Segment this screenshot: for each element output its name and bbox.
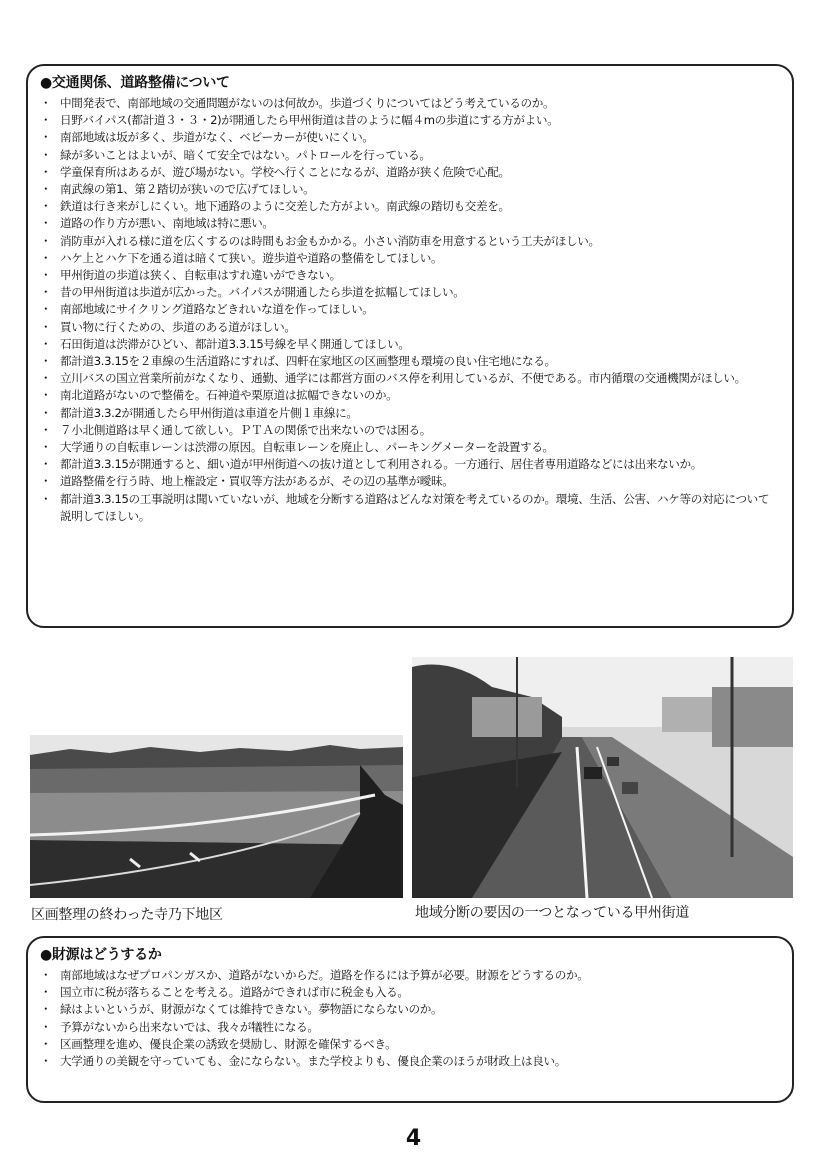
photo-caption-left: 区画整理の終わった寺乃下地区 [31, 907, 223, 923]
list-item: ・ ハケ上とハケ下を通る道は暗くて狭い。遊歩道や道路の整備をしてほしい。 [40, 250, 778, 267]
landscape-photo-illustration [30, 735, 403, 898]
list-item: ・ ７小北側道路は早く通して欲しい。ＰＴＡの関係で出来ないのでは困る。 [40, 422, 778, 439]
list-item: ・ 大学通りの自転車レーンは渋滞の原因。自転車レーンを廃止し、パーキングメーターを設置する。 [40, 439, 778, 456]
section-title: ●交通関係、道路整備について [40, 75, 230, 91]
list-item: ・ 南部地域は坂が多く、歩道がなく、ベビーカーが使いにくい。 [40, 129, 778, 146]
list-item: ・ 石田街道は渋滞がひどい、都計道3.3.15号線を早く開通してほしい。 [40, 336, 778, 353]
section-title: ●財源はどうするか [40, 947, 162, 963]
list-item: ・ 立川バスの国立営業所前がなくなり、通勤、通学には都営方面のバス停を利用しているが、不便である。市内循環の交通機関がほしい。 [40, 370, 778, 387]
opinion-list [40, 95, 778, 525]
list-item: ・ 日野バイパス(都計道３・３・2)が開通したら甲州街道は昔のように幅４mの歩道にする方がよい。 [40, 112, 778, 129]
list-item: ・ 昔の甲州街道は歩道が広かった。バイパスが開通したら歩道を拡幅してほしい。 [40, 284, 778, 301]
list-item: ・ 南部地域はなぜプロパンガスか、道路がないからだ。道路を作るには予算が必要。財源をどうするのか。 [40, 967, 778, 984]
list-item: ・ 緑が多いことはよいが、暗くて安全ではない。パトロールを行っている。 [40, 147, 778, 164]
list-item: ・ 都計道3.3.15を２車線の生活道路にすれば、四軒在家地区の区画整理も環境の良い住宅地になる。 [40, 353, 778, 370]
list-item: ・ 国立市に税が落ちることを考える。道路ができれば市に税金も入る。 [40, 984, 778, 1001]
street-photo-illustration [412, 657, 793, 898]
list-item: ・ 学童保育所はあるが、遊び場がない。学校へ行くことになるが、道路が狭く危険で心配。 [40, 164, 778, 181]
list-item: ・ 中間発表で、南部地域の交通問題がないのは何故か。歩道づくりについてはどう考えているのか。 [40, 95, 778, 112]
list-item: ・ 都計道3.3.2が開通したら甲州街道は車道を片側１車線に。 [40, 405, 778, 422]
page-number: 4 [405, 1126, 422, 1151]
list-item: ・ 南武線の第1、第２踏切が狭いので広げてほしい。 [40, 181, 778, 198]
list-item: ・ 買い物に行くための、歩道のある道がほしい。 [40, 319, 778, 336]
list-item: ・ 区画整理を進め、優良企業の誘致を奨励し、財源を確保するべき。 [40, 1036, 778, 1053]
traffic-road-section [26, 64, 794, 628]
list-item: ・ 消防車が入れる様に道を広くするのは時間もお金もかかる。小さい消防車を用意するという工夫がほしい。 [40, 233, 778, 250]
opinion-list [40, 967, 778, 1070]
list-item: ・ 大学通りの美観を守っていても、金にならない。また学校よりも、優良企業のほうが財政上は良い。 [40, 1053, 778, 1070]
list-item: ・ 都計道3.3.15の工事説明は聞いていないが、地域を分断する道路はどんな対策を考えているのか。環境、生活、公害、ハケ等の対応について説明してほしい。 [40, 491, 778, 525]
photo-terranoshita-district [30, 735, 403, 898]
list-item: ・ 南北道路がないので整備を。石神道や栗原道は拡幅できないのか。 [40, 387, 778, 404]
list-item: ・ 予算がないから出来ないでは、我々が犠牲になる。 [40, 1019, 778, 1036]
photo-caption-right: 地域分断の要因の一つとなっている甲州街道 [415, 905, 689, 921]
photo-koshu-kaido [412, 657, 793, 898]
list-item: ・ 道路の作り方が悪い、南地域は特に悪い。 [40, 215, 778, 232]
list-item: ・ 南部地域にサイクリング道路などきれいな道を作ってほしい。 [40, 301, 778, 318]
list-item: ・ 鉄道は行き来がしにくい。地下通路のように交差した方がよい。南武線の踏切も交差を。 [40, 198, 778, 215]
list-item: ・ 甲州街道の歩道は狭く、自転車はすれ違いができない。 [40, 267, 778, 284]
funding-section [26, 936, 794, 1103]
list-item: ・ 道路整備を行う時、地上権設定・買収等方法があるが、その辺の基準が曖昧。 [40, 473, 778, 490]
list-item: ・ 都計道3.3.15が開通すると、細い道が甲州街道への抜け道として利用される。一方通行、居住者専用道路などには出来ないか。 [40, 456, 778, 473]
list-item: ・ 緑はよいというが、財源がなくては維持できない。夢物語にならないのか。 [40, 1001, 778, 1018]
